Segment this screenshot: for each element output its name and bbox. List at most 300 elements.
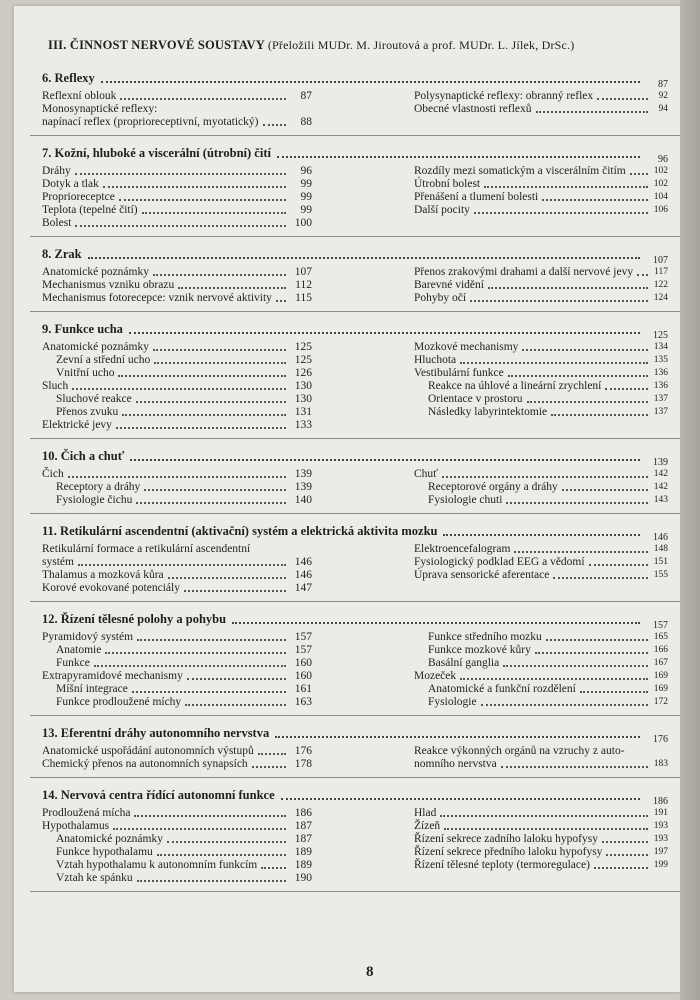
toc-entry (414, 393, 668, 406)
entry-title: Reakce výkonných orgánů na vzruchy z auto- (414, 745, 625, 757)
entry-page: 107 (294, 266, 312, 278)
leader-dots (75, 225, 286, 227)
leader-dots (187, 678, 286, 680)
entry-title: Pohyby očí (414, 292, 467, 304)
section-entries (42, 543, 668, 595)
entry-page: 183 (653, 759, 668, 769)
toc-entry (414, 631, 668, 644)
toc-entry (414, 859, 668, 872)
leader-dots (637, 274, 648, 276)
toc-entry (42, 292, 312, 305)
entry-page: 167 (653, 658, 668, 668)
entry-title: Míšní integrace (56, 683, 128, 695)
toc-entry (42, 683, 312, 696)
entry-page: 133 (294, 419, 312, 431)
entry-title: Mechanismus vzniku obrazu (42, 279, 175, 291)
entry-page: 143 (653, 495, 668, 505)
entry-title: Hluchota (414, 354, 457, 366)
toc-entry (414, 367, 668, 380)
entry-title: Reakce na úhlové a lineární zrychlení (428, 380, 602, 392)
entry-page: 148 (653, 544, 668, 554)
leader-dots (132, 691, 286, 693)
entry-page: 135 (653, 355, 668, 365)
entry-title: Funkce (56, 657, 90, 669)
section-page: 146 (653, 532, 668, 543)
leader-dots (536, 111, 648, 113)
leader-dots (484, 186, 648, 188)
entry-page: 161 (294, 683, 312, 695)
toc-entry (414, 494, 668, 507)
toc-section (42, 612, 668, 716)
toc-entry (42, 657, 312, 670)
entry-page: 102 (653, 179, 668, 189)
entry-page: 126 (294, 367, 312, 379)
entry-title: Úprava sensorické aferentace (414, 569, 550, 581)
entry-page: 176 (294, 745, 312, 757)
toc-entry (414, 266, 668, 279)
leader-dots (474, 212, 648, 214)
page-number: 8 (366, 964, 374, 980)
entry-page: 92 (658, 91, 668, 101)
entry-page: 136 (653, 381, 668, 391)
entries-column-right (414, 468, 668, 507)
entries-column-right (414, 807, 668, 885)
section-divider (30, 891, 680, 892)
entry-page: 139 (294, 468, 312, 480)
entry-page: 142 (653, 469, 668, 479)
toc-entry (414, 670, 668, 683)
leader-dots (88, 257, 640, 259)
entry-title: Retikulární formace a retikulární ascendentní (42, 543, 251, 555)
entry-title: napínací reflex (proprioreceptivní, myotatický) (42, 116, 259, 128)
toc-entry (42, 758, 312, 771)
entry-title: Funkce hypothalamu (56, 846, 153, 858)
leader-dots (542, 199, 648, 201)
entry-page: 125 (294, 341, 312, 353)
toc-section (42, 247, 668, 312)
book-page (14, 6, 680, 992)
section-title: 6. Reflexy (42, 71, 95, 85)
leader-dots (137, 639, 286, 641)
leader-dots (68, 476, 286, 478)
leader-dots (276, 300, 286, 302)
entries-column-left (42, 468, 312, 507)
toc-entry (414, 820, 668, 833)
toc-entry (414, 279, 668, 292)
entry-page: 172 (653, 697, 668, 707)
entry-page: 124 (653, 293, 668, 303)
section-entries (42, 266, 668, 305)
entry-page: 137 (653, 407, 668, 417)
leader-dots (118, 375, 286, 377)
entries-column-right (414, 543, 668, 595)
entry-page: 187 (294, 820, 312, 832)
entry-title: Řízení tělesné teploty (termoregulace) (414, 859, 590, 871)
entry-title: Anatomické poznámky (42, 266, 149, 278)
toc-entry (414, 468, 668, 481)
entry-page: 178 (294, 758, 312, 770)
section-divider (30, 601, 680, 602)
entry-page: 147 (294, 582, 312, 594)
entry-title: Dráhy (42, 165, 71, 177)
leader-dots (606, 854, 648, 856)
entry-page: 169 (653, 671, 668, 681)
entry-page: 157 (294, 644, 312, 656)
toc-entry (414, 556, 668, 569)
entry-title: Fysiologie chuti (428, 494, 503, 506)
entry-title: Teplota (tepelné čití) (42, 204, 138, 216)
entry-title: Mozkové mechanismy (414, 341, 519, 353)
toc-entry (42, 165, 312, 178)
entry-title: Následky labyrintektomie (428, 406, 548, 418)
section-title: 8. Zrak (42, 247, 82, 261)
entry-title: Anatomické uspořádání autonomních výstupů (42, 745, 254, 757)
leader-dots (553, 577, 648, 579)
toc-entry (42, 833, 312, 846)
leader-dots (508, 375, 648, 377)
toc-entry (414, 807, 668, 820)
entry-title: Zevní a střední ucho (56, 354, 151, 366)
toc-entry (42, 354, 312, 367)
leader-dots (546, 639, 648, 641)
entry-title: Rozdíly mezi somatickým a viscerálním čitím (414, 165, 626, 177)
entry-title: Elektrické jevy (42, 419, 112, 431)
toc-entry (42, 494, 312, 507)
leader-dots (101, 81, 640, 83)
toc-entry (42, 178, 312, 191)
leader-dots (443, 534, 640, 536)
section-entries (42, 165, 668, 230)
section-page: 157 (653, 620, 668, 631)
leader-dots (232, 622, 640, 624)
toc-section (42, 726, 668, 778)
leader-dots (630, 173, 648, 175)
entry-page: 94 (658, 104, 668, 114)
toc-entry (42, 582, 312, 595)
leader-dots (514, 551, 648, 553)
entries-column-right (414, 745, 668, 771)
toc-section (42, 322, 668, 439)
entry-page: 106 (653, 205, 668, 215)
entry-page: 136 (653, 368, 668, 378)
entry-title: Proprioreceptce (42, 191, 115, 203)
leader-dots (168, 577, 286, 579)
section-heading (42, 449, 668, 468)
entry-page: 130 (294, 393, 312, 405)
entry-title: Přenos zrakovými drahami a další nervové jevy (414, 266, 634, 278)
toc-entry (414, 644, 668, 657)
entry-title: Funkce mozkové kůry (428, 644, 531, 656)
section-page: 125 (653, 330, 668, 341)
leader-dots (134, 815, 286, 817)
leader-dots (136, 502, 286, 504)
leader-dots (103, 186, 286, 188)
section-divider (30, 236, 680, 237)
toc-entry (42, 820, 312, 833)
leader-dots (137, 880, 286, 882)
entry-title: Přenášení a tlumení bolesti (414, 191, 539, 203)
leader-dots (178, 287, 286, 289)
leader-dots (506, 502, 648, 504)
section-heading (42, 726, 668, 745)
toc-entry (42, 217, 312, 230)
entry-title: Receptorové orgány a dráhy (428, 481, 558, 493)
toc-entry (414, 341, 668, 354)
entry-title: Čich (42, 468, 64, 480)
entry-title: Funkce středního mozku (428, 631, 542, 643)
leader-dots (122, 414, 286, 416)
leader-dots (185, 704, 286, 706)
leader-dots (167, 841, 286, 843)
leader-dots (597, 98, 648, 100)
entry-title: Orientace v prostoru (428, 393, 523, 405)
entry-title: Vnitřní ucho (56, 367, 115, 379)
toc-entry (42, 807, 312, 820)
entry-page: 131 (294, 406, 312, 418)
entry-page: 130 (294, 380, 312, 392)
section-entries (42, 341, 668, 432)
entry-page: 199 (653, 860, 668, 870)
entry-title: Anatomické poznámky (42, 341, 149, 353)
entry-page: 151 (653, 557, 668, 567)
entry-page: 137 (653, 394, 668, 404)
leader-dots (501, 766, 648, 768)
toc-entry (42, 116, 312, 129)
toc-entry (414, 292, 668, 305)
leader-dots (460, 362, 648, 364)
leader-dots (275, 736, 640, 738)
leader-dots (594, 867, 648, 869)
entry-page: 142 (653, 482, 668, 492)
entry-title: nomního nervstva (414, 758, 497, 770)
section-heading (42, 524, 668, 543)
entry-title: Anatomie (56, 644, 102, 656)
section-divider (30, 135, 680, 136)
leader-dots (157, 854, 286, 856)
toc-entry (414, 543, 668, 556)
leader-dots (440, 815, 648, 817)
section-title: 11. Retikulární ascendentní (aktivační) systém a elektrická aktivita mozku (42, 524, 438, 538)
entry-page: 99 (300, 191, 312, 203)
entry-title: Žízeň (414, 820, 441, 832)
entry-page: 193 (653, 821, 668, 831)
toc-entry (42, 406, 312, 419)
entry-page: 187 (294, 833, 312, 845)
toc-entry (42, 481, 312, 494)
section-heading (42, 322, 668, 341)
entry-title: Dotyk a tlak (42, 178, 99, 190)
leader-dots (120, 98, 286, 100)
leader-dots (78, 564, 286, 566)
entry-page: 115 (295, 292, 312, 304)
entry-title: Přenos zvuku (56, 406, 119, 418)
toc-entry (414, 481, 668, 494)
leader-dots (481, 704, 648, 706)
leader-dots (75, 173, 286, 175)
leader-dots (503, 665, 648, 667)
entry-page: 157 (294, 631, 312, 643)
entry-title: Útrobní bolest (414, 178, 481, 190)
leader-dots (488, 287, 648, 289)
leader-dots (142, 212, 286, 214)
toc-entry (414, 191, 668, 204)
entry-page: 87 (300, 90, 312, 102)
entry-page: 193 (653, 834, 668, 844)
leader-dots (261, 867, 286, 869)
section-entries (42, 468, 668, 507)
section-heading (42, 612, 668, 631)
section-title: 7. Kožní, hluboké a viscerální (útrobní) čití (42, 146, 271, 160)
entry-title: Korové evokované potenciály (42, 582, 180, 594)
entry-title: Hlad (414, 807, 437, 819)
entry-title: Extrapyramidové mechanismy (42, 670, 183, 682)
toc-entry (42, 670, 312, 683)
entry-page: 190 (294, 872, 312, 884)
entry-page: 117 (654, 267, 668, 277)
entry-page: 146 (294, 569, 312, 581)
section-divider (30, 311, 680, 312)
entries-column-left (42, 90, 312, 129)
entry-page: 104 (653, 192, 668, 202)
section-divider (30, 513, 680, 514)
entry-page: 155 (653, 570, 668, 580)
toc-entry (414, 833, 668, 846)
entry-title: Bolest (42, 217, 72, 229)
entry-title: Mozeček (414, 670, 457, 682)
leader-dots (154, 362, 286, 364)
section-title: 14. Nervová centra řídící autonomní funkce (42, 788, 275, 802)
entry-title: systém (42, 556, 74, 568)
leader-dots (113, 828, 286, 830)
toc-entry (414, 165, 668, 178)
entry-title: Basální ganglia (428, 657, 500, 669)
toc-entry (42, 90, 312, 103)
entry-page: 139 (294, 481, 312, 493)
toc-entry (414, 696, 668, 709)
entries-column-right (414, 631, 668, 709)
section-entries (42, 807, 668, 885)
section-divider (30, 715, 680, 716)
toc-entry (414, 657, 668, 670)
toc-entry (42, 543, 312, 556)
leader-dots (281, 798, 640, 800)
toc-entry (42, 419, 312, 432)
toc-entry (42, 846, 312, 859)
entry-page: 163 (294, 696, 312, 708)
toc-entry (414, 683, 668, 696)
entry-page: 189 (294, 846, 312, 858)
toc-entry (414, 406, 668, 419)
leader-dots (116, 427, 286, 429)
entry-page: 88 (300, 116, 312, 128)
entry-title: Další pocity (414, 204, 470, 216)
toc-section (42, 71, 668, 136)
toc-entry (42, 266, 312, 279)
entries-column-left (42, 631, 312, 709)
toc-entry (42, 745, 312, 758)
section-entries (42, 631, 668, 709)
toc-entry (42, 872, 312, 885)
toc-entry (42, 103, 312, 116)
leader-dots (444, 828, 648, 830)
toc-entry (42, 569, 312, 582)
entry-title: Řízení sekrece předního laloku hypofysy (414, 846, 603, 858)
toc-entry (414, 569, 668, 582)
part-authors: (Přeložili MUDr. M. Jiroutová a prof. MUDr. L. Jílek, DrSc.) (267, 38, 575, 52)
entry-page: 100 (294, 217, 312, 229)
entry-title: Chuť (414, 468, 439, 480)
leader-dots (105, 652, 286, 654)
part-title-text: III. ČINNOST NERVOVÉ SOUSTAVY (48, 38, 265, 52)
entry-title: Barevné vidění (414, 279, 484, 291)
entries-column-left (42, 807, 312, 885)
leader-dots (535, 652, 648, 654)
toc-entry (42, 380, 312, 393)
entry-title: Vestibulární funkce (414, 367, 504, 379)
part-title (48, 38, 668, 53)
entry-title: Thalamus a mozková kůra (42, 569, 164, 581)
entry-page: 166 (653, 645, 668, 655)
leader-dots (551, 414, 648, 416)
leader-dots (129, 332, 640, 334)
leader-dots (580, 691, 648, 693)
entry-title: Pyramidový systém (42, 631, 134, 643)
entry-page: 146 (294, 556, 312, 568)
entry-title: Hypothalamus (42, 820, 110, 832)
toc-entry (42, 859, 312, 872)
entry-title: Funkce prodloužené míchy (56, 696, 182, 708)
entries-column-left (42, 543, 312, 595)
leader-dots (153, 349, 286, 351)
leader-dots (470, 300, 648, 302)
section-page: 96 (658, 154, 668, 165)
leader-dots (562, 489, 648, 491)
sections-list (42, 71, 668, 892)
toc-entry (414, 745, 668, 758)
section-title: 12. Řízení tělesné polohy a pohybu (42, 612, 227, 626)
toc-section (42, 524, 668, 602)
section-title: 10. Čich a chuť (42, 449, 125, 463)
leader-dots (258, 753, 286, 755)
toc-entry (414, 380, 668, 393)
toc-section (42, 788, 668, 892)
section-divider (30, 777, 680, 778)
leader-dots (442, 476, 648, 478)
leader-dots (136, 401, 286, 403)
section-heading (42, 146, 668, 165)
entry-title: Vztah hypothalamu k autonomním funkcím (56, 859, 258, 871)
section-page: 107 (653, 255, 668, 266)
entry-page: 169 (653, 684, 668, 694)
entry-page: 134 (653, 342, 668, 352)
leader-dots (522, 349, 648, 351)
leader-dots (589, 564, 648, 566)
leader-dots (153, 274, 286, 276)
entries-column-left (42, 745, 312, 771)
leader-dots (72, 388, 286, 390)
entries-column-left (42, 165, 312, 230)
section-heading (42, 247, 668, 266)
entry-title: Chemický přenos na autonomních synapsích (42, 758, 248, 770)
entries-column-left (42, 341, 312, 432)
leader-dots (94, 665, 286, 667)
leader-dots (252, 766, 286, 768)
entry-page: 99 (300, 204, 312, 216)
toc-entry (42, 393, 312, 406)
entry-title: Fysiologie (428, 696, 477, 708)
entry-title: Fysiologický podklad EEG a vědomí (414, 556, 585, 568)
entry-title: Sluch (42, 380, 69, 392)
